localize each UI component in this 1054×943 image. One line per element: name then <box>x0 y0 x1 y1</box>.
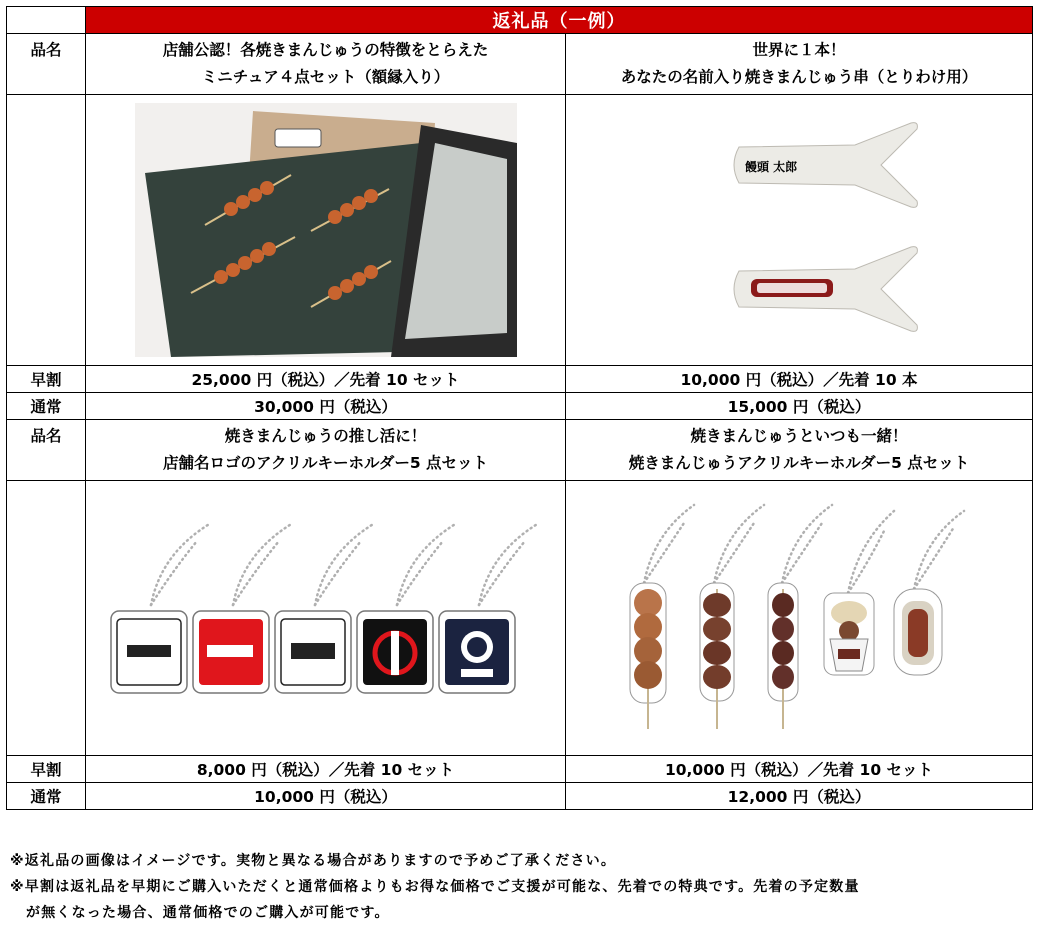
product-name-line1: 焼きまんじゅうの推し活に！ <box>224 427 427 445</box>
label-regular: 通常 <box>7 393 86 420</box>
product-name-line2: ミニチュア４点セット（額縁入り） <box>201 68 450 86</box>
keyholder-manju-tray <box>894 589 942 675</box>
footnotes <box>10 848 1040 926</box>
early-price: 8,000 円（税込）／先着 10 セット <box>86 756 566 783</box>
gift-table <box>6 6 1033 810</box>
label-name: 品名 <box>7 420 86 481</box>
early-price: 10,000 円（税込）／先着 10 セット <box>566 756 1033 783</box>
product-name-logo-keyholder <box>86 420 566 481</box>
product-name-row-2 <box>7 420 1033 481</box>
early-price-row-1 <box>7 366 1033 393</box>
product-name-manju-keyholder <box>566 420 1033 481</box>
footnote-image-disclaimer: ※返礼品の画像はイメージです。実物と異なる場合がありますので予めご了承ください。 <box>10 853 617 869</box>
regular-price: 30,000 円（税込） <box>86 393 566 420</box>
early-price: 25,000 円（税込）／先着 10 セット <box>86 366 566 393</box>
product-name-line1: 焼きまんじゅうといつも一緒！ <box>690 427 908 445</box>
keyholder-red <box>193 611 269 693</box>
keyholder-white <box>111 611 187 693</box>
early-price-row-2 <box>7 756 1033 783</box>
product-name-line1: 店舗公認！各焼きまんじゅうの特徴をとらえた <box>162 41 489 59</box>
product-name-miniature <box>86 34 566 95</box>
logo-keyholder-photo-image <box>101 493 551 743</box>
logo-keyholder-image-cell <box>86 481 566 756</box>
product-name-line1: 世界に１本！ <box>752 41 846 59</box>
label-regular: 通常 <box>7 783 86 810</box>
regular-price: 10,000 円（税込） <box>86 783 566 810</box>
label-early: 早割 <box>7 366 86 393</box>
product-image-row-1 <box>7 95 1033 366</box>
label-empty <box>7 95 86 366</box>
keyholder-manju-cup <box>824 593 874 675</box>
regular-price-row-2 <box>7 783 1033 810</box>
miniature-image-cell <box>86 95 566 366</box>
fork-photo-image <box>649 105 949 355</box>
keyholder-black <box>357 611 433 693</box>
manju-keyholder-photo-image <box>614 493 984 743</box>
fork-engraved-name: 饅頭 太郎 <box>745 160 798 174</box>
table-title: 返礼品（一例） <box>86 7 1033 34</box>
product-name-line2: 店舗名ロゴのアクリルキーホルダー5 点セット <box>162 454 489 472</box>
footnote-early-bird-cont: が無くなった場合、通常価格でのご購入が可能です。 <box>26 905 390 921</box>
product-name-row-1 <box>7 34 1033 95</box>
fork-image-cell <box>566 95 1033 366</box>
miniature-photo-image <box>135 103 517 357</box>
keyholder-white <box>275 611 351 693</box>
header-corner <box>7 7 86 34</box>
label-empty <box>7 481 86 756</box>
early-price: 10,000 円（税込）／先着 10 本 <box>566 366 1033 393</box>
regular-price: 12,000 円（税込） <box>566 783 1033 810</box>
header-row <box>7 7 1033 34</box>
manju-keyholder-image-cell <box>566 481 1033 756</box>
product-name-line2: 焼きまんじゅうアクリルキーホルダー5 点セット <box>628 454 970 472</box>
product-name-fork <box>566 34 1033 95</box>
keyholder-navy <box>439 611 515 693</box>
product-image-row-2 <box>7 481 1033 756</box>
label-early: 早割 <box>7 756 86 783</box>
product-name-line2: あなたの名前入り焼きまんじゅう串（とりわけ用） <box>620 68 978 86</box>
regular-price: 15,000 円（税込） <box>566 393 1033 420</box>
footnote-early-bird: ※早割は返礼品を早期にご購入いただくと通常価格よりもお得な価格でご支援が可能な、先着での特典です。先着の予定数量 <box>10 879 860 895</box>
label-name: 品名 <box>7 34 86 95</box>
regular-price-row-1 <box>7 393 1033 420</box>
